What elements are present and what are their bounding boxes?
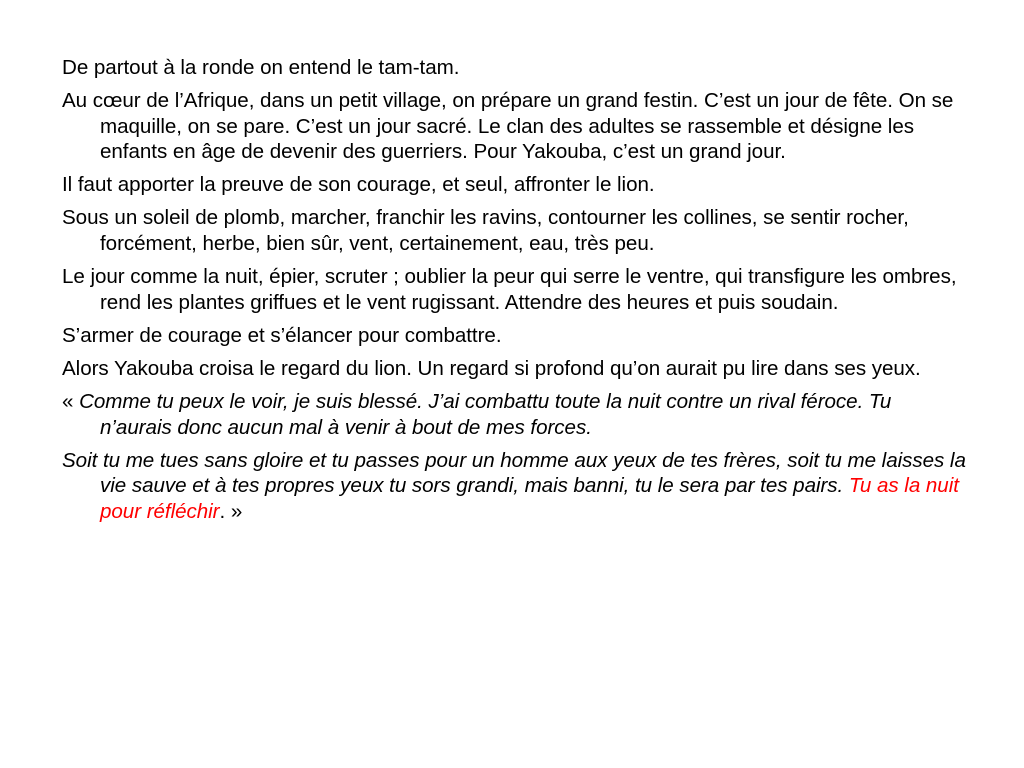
quote-2-text: Soit tu me tues sans gloire et tu passes pour un homme aux yeux de tes frères, soit tu me laisses la vie sauve et à tes propres yeux tu sors grandi, mais banni, tu le sera par tes pairs. — [62, 448, 966, 498]
paragraph-5: Le jour comme la nuit, épier, scruter ; oublier la peur qui serre le ventre, qui transfigure les ombres, rend les plantes griffues et le vent rugissant. Attendre des heures et puis soudain. — [62, 265, 957, 314]
paragraph-1: De partout à la ronde on entend le tam-tam. — [62, 56, 460, 79]
paragraph-2: Au cœur de l’Afrique, dans un petit village, on prépare un grand festin. C’est un jour de fête. On se maquille, on se pare. C’est un jour sacré. Le clan des adultes se rassemble et désigne les enfants en âge de devenir des guerriers. Pour Yakouba, c’est un grand jour. — [62, 89, 954, 164]
quote-open-mark: « — [62, 390, 80, 414]
paragraph-3: Il faut apporter la preuve de son courage, et seul, affronter le lion. — [62, 173, 655, 197]
paragraph-7: Alors Yakouba croisa le regard du lion. Un regard si profond qu’on aurait pu lire dans ses yeux. — [62, 356, 921, 380]
lion-quote-2 — [62, 448, 967, 525]
quote-close-mark: . » — [219, 499, 243, 523]
quote-1-text: Comme tu peux le voir, je suis blessé. J’ai combattu toute la nuit contre un rival féroce. Tu n’aurais donc aucun mal à venir à bout de mes forces. — [79, 390, 892, 439]
paragraph-4: Sous un soleil de plomb, marcher, franchir les ravins, contourner les collines, se sentir rocher, forcément, herbe, bien sûr, vent, certainement, eau, très peu. — [62, 206, 909, 256]
slide-body — [62, 55, 967, 532]
lion-quote-1 — [62, 389, 967, 440]
paragraph-6: S’armer de courage et s’élancer pour combattre. — [62, 323, 502, 347]
quote-2-highlight: Tu as la nuit pour réfléchir — [100, 474, 959, 523]
